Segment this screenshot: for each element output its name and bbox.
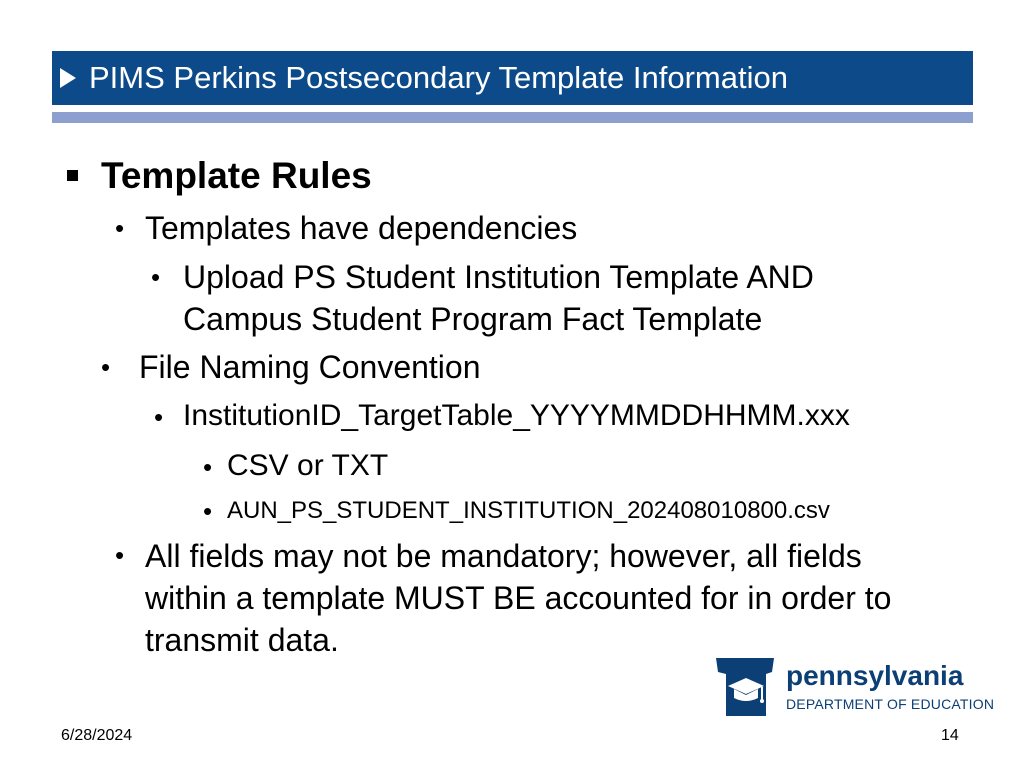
pa-education-logo bbox=[714, 656, 995, 718]
square-bullet-icon bbox=[67, 170, 78, 181]
logo-department: DEPARTMENT OF EDUCATION bbox=[786, 696, 995, 712]
title-underline bbox=[52, 112, 973, 123]
title-bar bbox=[52, 51, 973, 105]
bullet-example-file: AUN_PS_STUDENT_INSTITUTION_202408010800.csv bbox=[227, 497, 830, 524]
bullet-dot-icon: • bbox=[151, 262, 161, 292]
section-heading: Template Rules bbox=[101, 155, 372, 196]
bullet-naming-pattern: InstitutionID_TargetTable_YYYYMMDDHHMM.xxx bbox=[183, 399, 850, 432]
bullet-dependencies: Templates have dependencies bbox=[145, 210, 578, 246]
bullet-file-types: CSV or TXT bbox=[227, 449, 389, 482]
keystone-icon bbox=[714, 656, 776, 718]
page-number: 14 bbox=[941, 727, 959, 744]
bullet-fields-line2: within a template MUST BE accounted for in order to bbox=[145, 580, 892, 616]
bullet-dot-icon: • bbox=[115, 540, 125, 570]
bullet-fields-line3: transmit data. bbox=[145, 622, 339, 658]
bullet-fields-line1: All fields may not be mandatory; however, all fields bbox=[145, 538, 862, 574]
bullet-upload-line1: Upload PS Student Institution Template AND bbox=[183, 259, 814, 295]
bullet-dot-icon: • bbox=[115, 213, 125, 243]
bullet-dot-icon: • bbox=[203, 496, 213, 526]
slide-title: PIMS Perkins Postsecondary Template Information bbox=[89, 60, 788, 95]
arrow-right-icon bbox=[60, 68, 76, 88]
bullet-dot-icon: • bbox=[101, 352, 111, 382]
bullet-upload-line2: Campus Student Program Fact Template bbox=[183, 301, 763, 337]
bullet-naming: File Naming Convention bbox=[139, 349, 481, 385]
logo-name: pennsylvania bbox=[786, 660, 964, 691]
bullet-dot-icon: • bbox=[203, 452, 213, 482]
footer-date: 6/28/2024 bbox=[61, 727, 133, 744]
bullet-dot-icon: • bbox=[154, 402, 164, 432]
